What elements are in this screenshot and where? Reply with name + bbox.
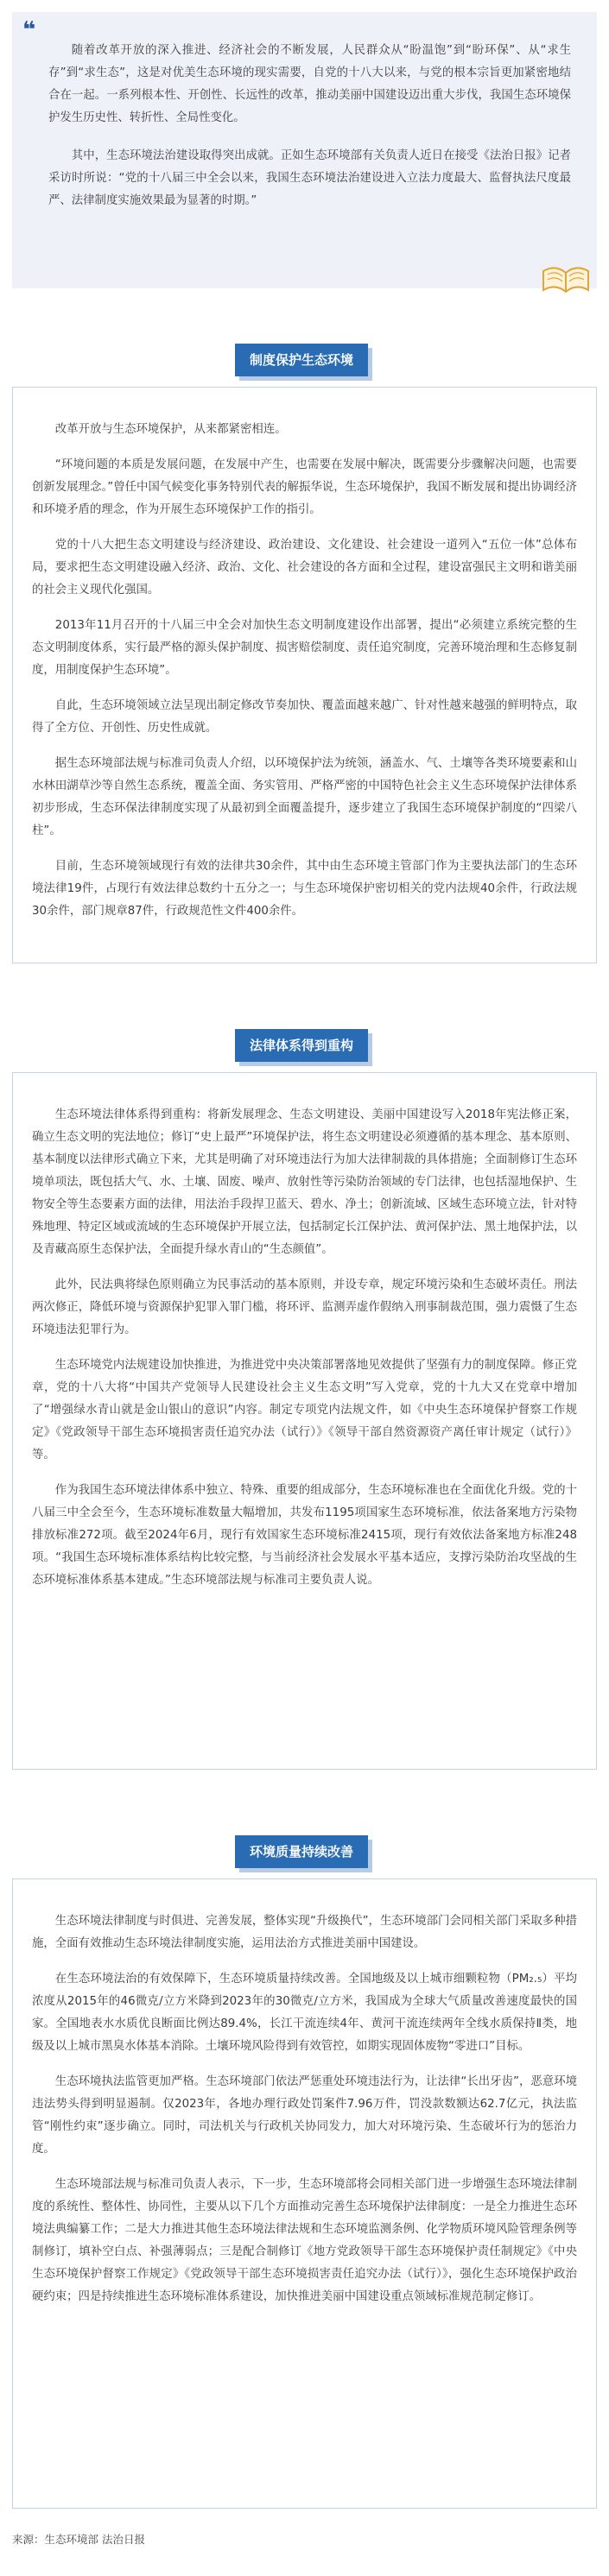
s2-paragraph: 此外，民法典将绿色原则确立为民事活动的基本原则，并设专章，规定环境污染和生态破坏责任。刑法两次修正，降低环境与资源保护犯罪入罪门槛，将环评、监测弄虚作假纳入刑事制裁范围，强力震慑了生态环境违法犯罪行为。 [32,1279,577,1336]
quote-icon: ❝ [22,17,36,43]
s1-paragraph: 改革开放与生态环境保护，从来都紧密相连。 [54,423,287,436]
s3-paragraph: 生态环境法律制度与时俱进、完善发展，整体实现“升级换代”，生态环境部门会同相关部门采取多种措施，全面有效推动生态环境法律制度实施，运用法治方式推进美丽中国建设。 [32,1915,577,1950]
section-heading-3: 环境质量持续改善 [235,1835,373,1873]
open-book-icon [540,261,592,295]
s1-paragraph: “环境问题的本质是发展问题，在发展中产生，也需要在发展中解决，既需要分步骤解决问题，也需要创新发展理念。”曾任中国气候变化事务特别代表的解振华说，生态环境保护，我国不断发展和提出协调经济和环境矛盾的理念，作为开展生态环境保护工作的指引。 [32,458,577,516]
s3-paragraph: 生态环境部法规与标准司负责人表示，下一步，生态环境部将会同相关部门进一步增强生态环境法律制度的系统性、整体性、协同性，主要从以下几个方面推动完善生态环境保护法律制度：一是全力推进生态环境法典编纂工作；二是大力推进其他生态环境法律法规和生态环境监测条例、化学物质环境风险管理条例等制修订，填补空白点、补强薄弱点；三是配合制修订《地方党政领导干部生态环境保护责任制规定》《中央生态环境保护督察工作规定》《党政领导干部生态环境损害责任追究办法（试行）》，强化生态环境保护政治硬约束；四是持续推进生态环境标准体系建设，加快推进美丽中国建设重点领域标准规范制定修订。 [32,2178,577,2303]
section-box-2 [12,1072,597,1770]
section-box-1 [12,387,597,963]
section-heading-1: 制度保护生态环境 [235,344,373,382]
s1-paragraph: 自此，生态环境领域立法呈现出制定修改节奏加快、覆盖面越来越广、针对性越来越强的鲜明特点，取得了全方位、开创性、历史性成就。 [32,699,577,735]
s3-paragraph: 生态环境执法监管更加严格。生态环境部门依法严惩重处环境违法行为，让法律“长出牙齿”，恶意环境违法势头得到明显遏制。仅2023年，各地办理行政处罚案件7.96万件，罚没款数额达62.7亿元，执法监管“刚性约束”逐步确立。同时，司法机关与行政机关协同发力，加大对环境污染、生态破坏行为的惩治力度。 [32,2075,577,2156]
s2-paragraph: 生态环境法律体系得到重构：将新发展理念、生态文明建设、美丽中国建设写入2018年宪法修正案，确立生态文明的宪法地位；修订“史上最严”环境保护法，将生态文明建设必须遵循的基本理念、基本原则、基本制度以法律形式确立下来，尤其是明确了对环境违法行为加大法律制裁的具体措施；全面制修订生态环境单项法，既包括大气、水、土壤、固废、噪声、放射性等污染防治领域的专门法律，也包括湿地保护、生物安全等生态要素方面的法律，用法治手段捍卫蓝天、碧水、净土；创新流域、区域生态环境立法，针对特殊地理、特定区域或流域的生态环境保护开展立法，包括制定长江保护法、黄河保护法、黑土地保护法，以及青藏高原生态保护法，全面提升绿水青山的“生态颜值”。 [32,1108,577,1256]
s1-paragraph: 据生态环境部法规与标准司负责人介绍，以环境保护法为统领，涵盖水、气、土壤等各类环境要素和山水林田湖草沙等自然生态系统，覆盖全面、务实管用、严格严密的中国特色社会主义生态环境保护法律体系初步形成，生态环保法律制度实现了从最初到全面覆盖提升，逐步建立了我国生态环境保护制度的“四梁八柱”。 [32,757,577,837]
section-box-3 [12,1878,597,2509]
s1-paragraph: 党的十八大把生态文明建设与经济建设、政治建设、文化建设、社会建设一道列入“五位一体”总体布局，要求把生态文明建设融入经济、政治、文化、社会建设的各方面和全过程，建设富强民主文明和谐美丽的社会主义现代化强国。 [32,539,577,597]
intro-paragraph-1: 随着改革开放的深入推进、经济社会的不断发展，人民群众从“盼温饱”到“盼环保”、从“求生存”到“求生态”，这是对优美生态环境的现实需要，自党的十八大以来，与党的根本宗旨更加紧密地结合在一起。一系列根本性、开创性、长远性的改革，推动美丽中国建设迈出重大步伐，我国生态环境保护发生历史性、转折性、全局性变化。 [48,44,571,124]
intro-quote-box [12,12,597,288]
s2-paragraph: 生态环境党内法规建设加快推进，为推进党中央决策部署落地见效提供了坚强有力的制度保障。修正党章，党的十八大将“中国共产党领导人民建设社会主义生态文明”写入党章，党的十九大又在党章中增加了“增强绿水青山就是金山银山的意识”内容。制定专项党内法规文件，如《中央生态环境保护督察工作规定》《党政领导干部生态环境损害责任追究办法（试行）》《领导干部自然资源资产离任审计规定（试行）》等。 [32,1359,577,1462]
intro-paragraph-2: 其中，生态环境法治建设取得突出成就。正如生态环境部有关负责人近日在接受《法治日报》记者采访时所说：“党的十八届三中全会以来，我国生态环境法治建设进入立法力度最大、监督执法尺度最严、法律制度实施效果最为显著的时期。” [48,149,571,207]
section-heading-2: 法律体系得到重构 [235,1029,373,1067]
s1-paragraph: 2013年11月召开的十八届三中全会对加快生态文明制度建设作出部署，提出“必须建立系统完整的生态文明制度体系，实行最严格的源头保护制度、损害赔偿制度、责任追究制度，完善环境治理和生态修复制度，用制度保护生态环境”。 [32,619,577,677]
s1-paragraph: 目前，生态环境领域现行有效的法律共30余件，其中由生态环境主管部门作为主要执法部门的生态环境法律19件，占现行有效法律总数约十五分之一；与生态环境保护密切相关的党内法规40余件，行政法规30余件，部门规章87件，行政规范性文件400余件。 [32,860,577,918]
s2-paragraph: 作为我国生态环境法律体系中独立、特殊、重要的组成部分，生态环境标准也在全面优化升级。党的十八届三中全会至今，生态环境标准数量大幅增加，共发布1195项国家生态环境标准，依法备案地方污染物排放标准272项。截至2024年6月，现行有效国家生态环境标准2415项，现行有效依法备案地方标准248项。“我国生态环境标准体系结构比较完整，与当前经济社会发展水平基本适应，支撑污染防治攻坚战的生态环境标准体系基本建成。”生态环境部法规与标准司主要负责人说。 [32,1484,577,1587]
s3-paragraph: 在生态环境法治的有效保障下，生态环境质量持续改善。全国地级及以上城市细颗粒物（PM₂.₅）平均浓度从2015年的46微克/立方米降到2023年的30微克/立方米，我国成为全球大气质量改善速度最快的国家。全国地表水水质优良断面比例达89.4%，长江干流连续4年、黄河干流连续两年全线水质保持Ⅱ类，地级及以上城市黑臭水体基本消除。土壤环境风险得到有效管控，如期实现固体废物“零进口”目标。 [32,1973,577,2053]
source-credit: 来源：生态环境部 法治日报 [12,2533,145,2546]
